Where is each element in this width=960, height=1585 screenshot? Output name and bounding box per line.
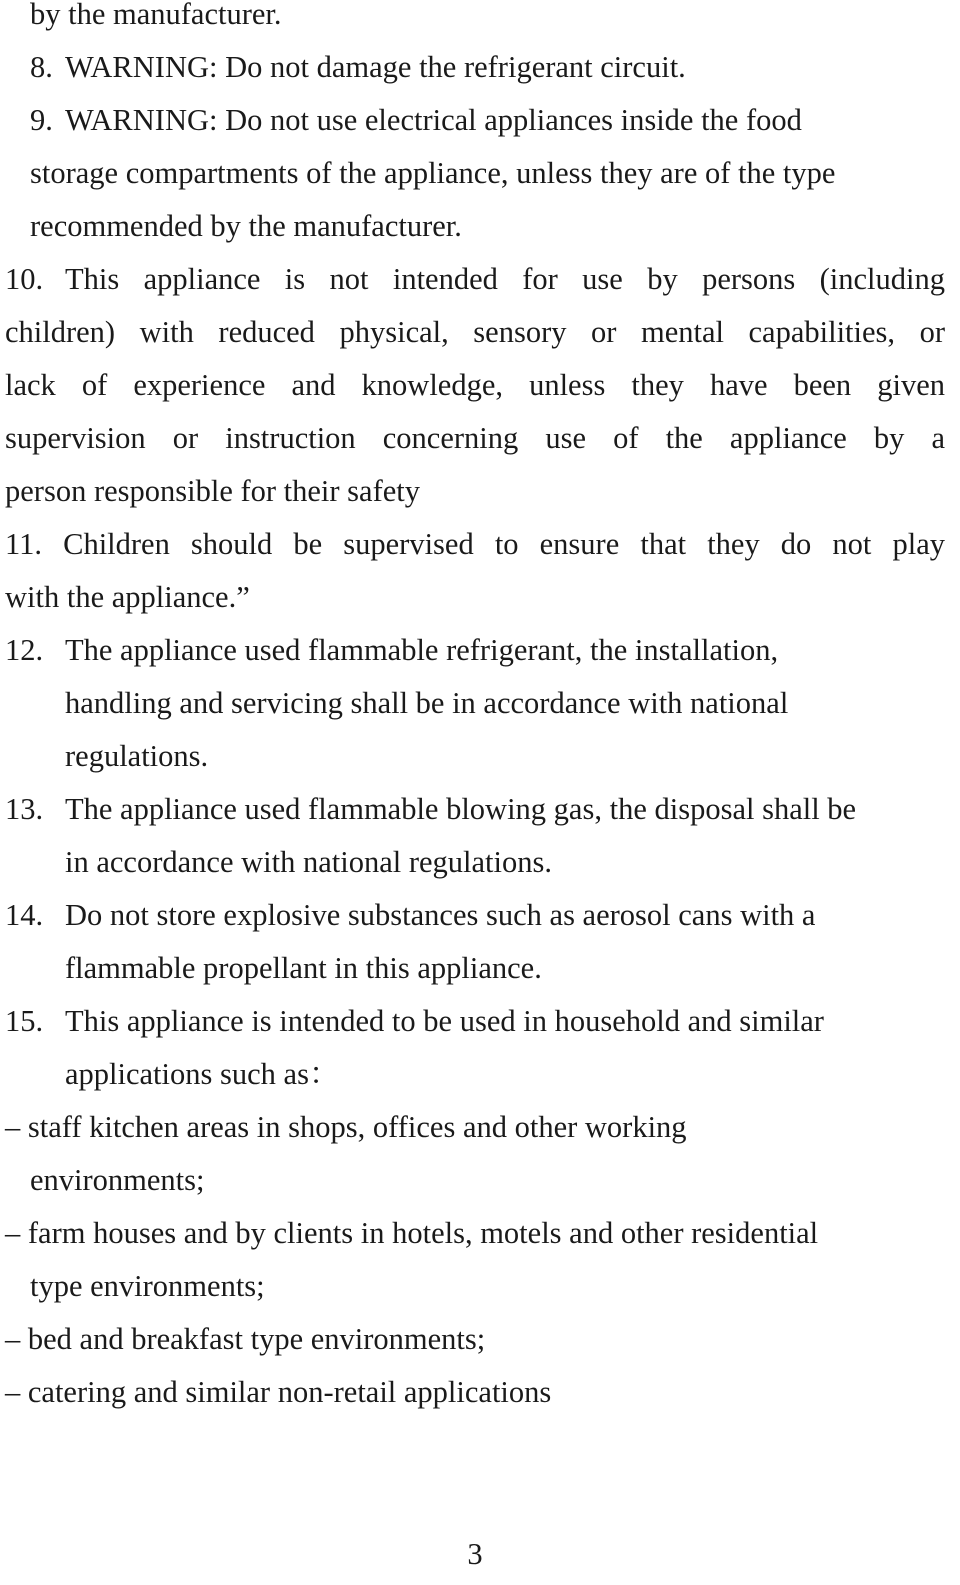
item-number-15: 15. bbox=[5, 1004, 44, 1038]
text-line: Do not store explosive substances such as aerosol cans with a bbox=[65, 898, 816, 932]
text-line: applications such as： bbox=[65, 1057, 340, 1091]
text-line: 11. Children should be supervised to ensure that they do not play bbox=[5, 527, 945, 561]
text-line: flammable propellant in this appliance. bbox=[65, 951, 542, 985]
text-line: in accordance with national regulations. bbox=[65, 845, 552, 879]
bullet-line: – staff kitchen areas in shops, offices and other working bbox=[5, 1110, 687, 1144]
item-number-8: 8. bbox=[30, 50, 53, 84]
text-line: with the appliance.” bbox=[5, 580, 250, 614]
page-number: 3 bbox=[467, 1537, 483, 1571]
item-number-9: 9. bbox=[30, 103, 53, 137]
text-line: recommended by the manufacturer. bbox=[30, 209, 462, 243]
text-line: lack of experience and knowledge, unless they have been given bbox=[5, 368, 945, 402]
text-line: by the manufacturer. bbox=[30, 0, 282, 31]
text-line: person responsible for their safety bbox=[5, 474, 421, 508]
text-line: This appliance is not intended for use by persons (including bbox=[65, 262, 945, 296]
item-number-13: 13. bbox=[5, 792, 44, 826]
item-number-10: 10. bbox=[5, 262, 44, 296]
text-line: storage compartments of the appliance, unless they are of the type bbox=[30, 156, 836, 190]
text-line: regulations. bbox=[65, 739, 209, 773]
text-line: handling and servicing shall be in accordance with national bbox=[65, 686, 789, 720]
text-line: children) with reduced physical, sensory or mental capabilities, or bbox=[5, 315, 945, 349]
bullet-line: – bed and breakfast type environments; bbox=[5, 1322, 486, 1356]
text-line: The appliance used flammable refrigerant, the installation, bbox=[65, 633, 779, 667]
text-line: supervision or instruction concerning use of the appliance by a bbox=[5, 421, 945, 455]
text-line: WARNING: Do not use electrical appliances inside the food bbox=[65, 103, 802, 137]
text-line: WARNING: Do not damage the refrigerant circuit. bbox=[65, 50, 686, 84]
item-number-14: 14. bbox=[5, 898, 44, 932]
text-line: environments; bbox=[30, 1163, 205, 1197]
bullet-line: – farm houses and by clients in hotels, motels and other residential bbox=[5, 1216, 819, 1250]
text-line: The appliance used flammable blowing gas, the disposal shall be bbox=[65, 792, 857, 826]
bullet-line: – catering and similar non-retail applications bbox=[5, 1375, 552, 1409]
text-line: This appliance is intended to be used in household and similar bbox=[65, 1004, 824, 1038]
text-line: type environments; bbox=[30, 1269, 265, 1303]
item-number-12: 12. bbox=[5, 633, 44, 667]
